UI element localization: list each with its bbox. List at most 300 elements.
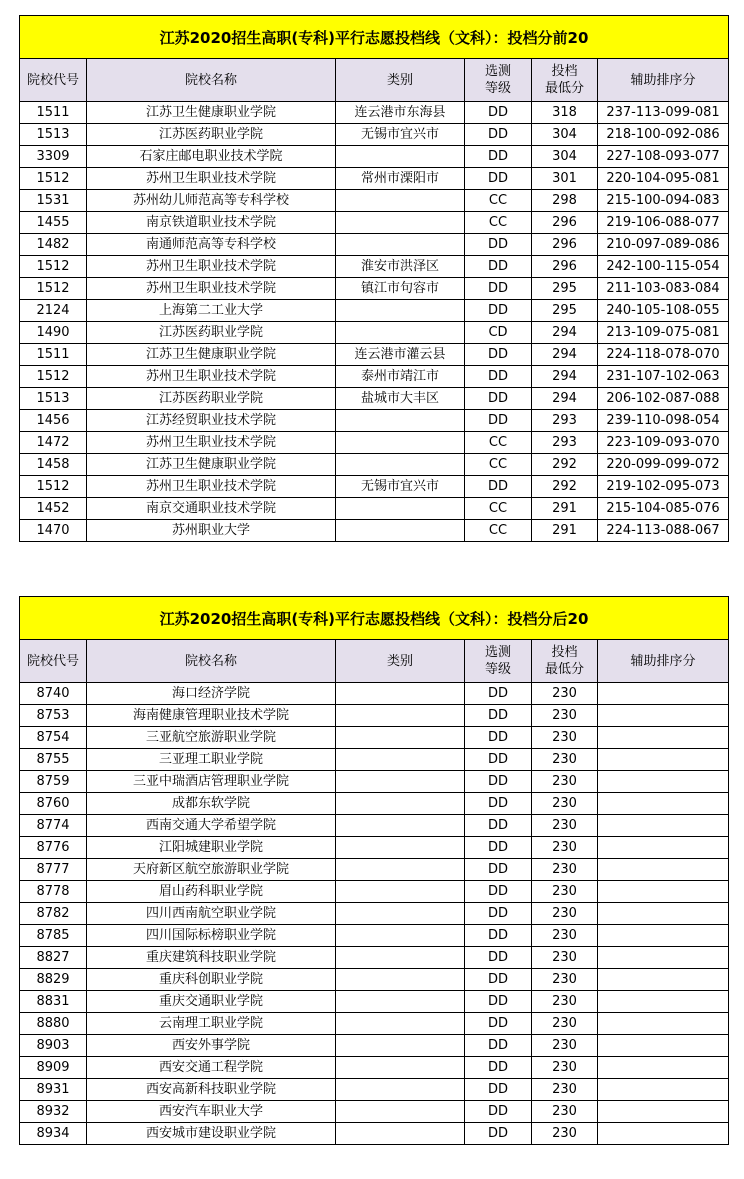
category-cell	[336, 683, 465, 705]
grade-cell: DD	[465, 1035, 532, 1057]
min-score-cell: 230	[532, 1013, 598, 1035]
tiebreak-score-cell	[598, 1035, 729, 1057]
tiebreak-score-cell	[598, 1079, 729, 1101]
min-score-cell: 230	[532, 815, 598, 837]
header-tiebreak-score: 辅助排序分	[598, 640, 729, 683]
school-name-cell: 眉山药科职业学院	[87, 881, 336, 903]
school-name-cell: 西安汽车职业大学	[87, 1101, 336, 1123]
grade-cell: DD	[465, 925, 532, 947]
grade-cell: DD	[465, 256, 532, 278]
table-row	[20, 1013, 729, 1035]
category-cell	[336, 146, 465, 168]
school-name-cell: 上海第二工业大学	[87, 300, 336, 322]
tiebreak-score-cell	[598, 1013, 729, 1035]
tiebreak-score-cell	[598, 683, 729, 705]
school-name-cell: 重庆科创职业学院	[87, 969, 336, 991]
grade-cell: DD	[465, 1101, 532, 1123]
table-row	[20, 1035, 729, 1057]
table-row	[20, 749, 729, 771]
category-cell	[336, 925, 465, 947]
school-code-cell: 1472	[20, 432, 87, 454]
table-row	[20, 388, 729, 410]
tiebreak-score-cell	[598, 793, 729, 815]
category-cell: 连云港市东海县	[336, 102, 465, 124]
category-cell	[336, 1013, 465, 1035]
school-code-cell: 8740	[20, 683, 87, 705]
school-code-cell: 8755	[20, 749, 87, 771]
tiebreak-score-cell	[598, 969, 729, 991]
min-score-cell: 295	[532, 278, 598, 300]
school-name-cell: 海南健康管理职业技术学院	[87, 705, 336, 727]
school-code-cell: 8777	[20, 859, 87, 881]
table-row	[20, 498, 729, 520]
grade-cell: CC	[465, 190, 532, 212]
header-school-name: 院校名称	[87, 59, 336, 102]
tiebreak-score-cell: 242-100-115-054	[598, 256, 729, 278]
min-score-cell: 230	[532, 925, 598, 947]
school-name-cell: 南京铁道职业技术学院	[87, 212, 336, 234]
min-score-cell: 291	[532, 520, 598, 542]
table-row	[20, 476, 729, 498]
school-name-cell: 重庆建筑科技职业学院	[87, 947, 336, 969]
table-row	[20, 124, 729, 146]
grade-cell: DD	[465, 102, 532, 124]
table-row	[20, 947, 729, 969]
category-cell	[336, 749, 465, 771]
tiebreak-score-cell: 239-110-098-054	[598, 410, 729, 432]
tiebreak-score-cell: 240-105-108-055	[598, 300, 729, 322]
school-name-cell: 苏州卫生职业技术学院	[87, 476, 336, 498]
tiebreak-score-cell: 227-108-093-077	[598, 146, 729, 168]
grade-cell: DD	[465, 146, 532, 168]
tiebreak-score-cell: 215-104-085-076	[598, 498, 729, 520]
min-score-cell: 230	[532, 793, 598, 815]
school-code-cell: 8754	[20, 727, 87, 749]
school-name-cell: 石家庄邮电职业技术学院	[87, 146, 336, 168]
table-row	[20, 837, 729, 859]
min-score-cell: 230	[532, 1101, 598, 1123]
table-row	[20, 146, 729, 168]
grade-cell: DD	[465, 168, 532, 190]
min-score-cell: 230	[532, 991, 598, 1013]
school-name-cell: 西南交通大学希望学院	[87, 815, 336, 837]
header-school-code: 院校代号	[20, 640, 87, 683]
grade-cell: CC	[465, 520, 532, 542]
school-name-cell: 江苏医药职业学院	[87, 322, 336, 344]
table-row	[20, 212, 729, 234]
tiebreak-score-cell	[598, 881, 729, 903]
category-cell	[336, 1123, 465, 1145]
school-name-cell: 江苏医药职业学院	[87, 124, 336, 146]
school-code-cell: 1512	[20, 476, 87, 498]
school-name-cell: 重庆交通职业学院	[87, 991, 336, 1013]
category-cell: 无锡市宜兴市	[336, 476, 465, 498]
min-score-cell: 230	[532, 881, 598, 903]
grade-cell: DD	[465, 476, 532, 498]
table-row	[20, 815, 729, 837]
tiebreak-score-cell	[598, 947, 729, 969]
category-cell	[336, 190, 465, 212]
school-code-cell: 1490	[20, 322, 87, 344]
header-row	[20, 640, 729, 683]
school-code-cell: 1513	[20, 388, 87, 410]
min-score-cell: 304	[532, 124, 598, 146]
table-row	[20, 278, 729, 300]
grade-cell: DD	[465, 947, 532, 969]
grade-cell: DD	[465, 771, 532, 793]
category-cell	[336, 410, 465, 432]
school-code-cell: 1512	[20, 256, 87, 278]
table-row	[20, 344, 729, 366]
grade-cell: DD	[465, 727, 532, 749]
school-code-cell: 1531	[20, 190, 87, 212]
school-name-cell: 江苏卫生健康职业学院	[87, 102, 336, 124]
tiebreak-score-cell	[598, 837, 729, 859]
grade-cell: DD	[465, 234, 532, 256]
school-name-cell: 海口经济学院	[87, 683, 336, 705]
school-code-cell: 1455	[20, 212, 87, 234]
school-code-cell: 8827	[20, 947, 87, 969]
school-name-cell: 四川西南航空职业学院	[87, 903, 336, 925]
school-name-cell: 江苏卫生健康职业学院	[87, 344, 336, 366]
category-cell	[336, 815, 465, 837]
grade-cell: CC	[465, 212, 532, 234]
tiebreak-score-cell: 219-106-088-077	[598, 212, 729, 234]
grade-cell: DD	[465, 344, 532, 366]
category-cell	[336, 859, 465, 881]
table-row	[20, 881, 729, 903]
table-row	[20, 727, 729, 749]
school-name-cell: 江苏医药职业学院	[87, 388, 336, 410]
tiebreak-score-cell	[598, 749, 729, 771]
grade-cell: DD	[465, 859, 532, 881]
category-cell	[336, 432, 465, 454]
school-code-cell: 1452	[20, 498, 87, 520]
school-name-cell: 西安外事学院	[87, 1035, 336, 1057]
min-score-cell: 318	[532, 102, 598, 124]
table-row	[20, 520, 729, 542]
category-cell	[336, 234, 465, 256]
grade-cell: DD	[465, 1057, 532, 1079]
score-table-bottom20	[19, 596, 729, 1145]
grade-cell: DD	[465, 749, 532, 771]
grade-cell: DD	[465, 815, 532, 837]
grade-cell: DD	[465, 388, 532, 410]
school-code-cell: 8760	[20, 793, 87, 815]
school-code-cell: 8785	[20, 925, 87, 947]
school-code-cell: 8759	[20, 771, 87, 793]
grade-cell: DD	[465, 793, 532, 815]
school-code-cell: 8782	[20, 903, 87, 925]
category-cell	[336, 520, 465, 542]
school-name-cell: 三亚航空旅游职业学院	[87, 727, 336, 749]
school-name-cell: 江苏经贸职业技术学院	[87, 410, 336, 432]
header-school-code: 院校代号	[20, 59, 87, 102]
grade-cell: DD	[465, 1123, 532, 1145]
school-name-cell: 苏州卫生职业技术学院	[87, 168, 336, 190]
grade-cell: DD	[465, 278, 532, 300]
table-row	[20, 1057, 729, 1079]
tiebreak-score-cell: 215-100-094-083	[598, 190, 729, 212]
table-title: 江苏2020招生高职(专科)平行志愿投档线（文科）：投档分前20	[20, 16, 729, 59]
school-code-cell: 8753	[20, 705, 87, 727]
table-row	[20, 168, 729, 190]
min-score-cell: 294	[532, 322, 598, 344]
school-code-cell: 3309	[20, 146, 87, 168]
grade-cell: DD	[465, 881, 532, 903]
table-row	[20, 1101, 729, 1123]
category-cell	[336, 300, 465, 322]
tiebreak-score-cell: 218-100-092-086	[598, 124, 729, 146]
school-name-cell: 苏州卫生职业技术学院	[87, 278, 336, 300]
category-cell	[336, 903, 465, 925]
school-code-cell: 8776	[20, 837, 87, 859]
table-row	[20, 102, 729, 124]
tiebreak-score-cell: 220-104-095-081	[598, 168, 729, 190]
min-score-cell: 294	[532, 366, 598, 388]
school-code-cell: 1456	[20, 410, 87, 432]
category-cell	[336, 793, 465, 815]
category-cell	[336, 454, 465, 476]
school-code-cell: 1511	[20, 102, 87, 124]
min-score-cell: 230	[532, 947, 598, 969]
min-score-cell: 293	[532, 410, 598, 432]
tiebreak-score-cell: 219-102-095-073	[598, 476, 729, 498]
header-min-score: 投档 最低分	[532, 59, 598, 102]
category-cell: 镇江市句容市	[336, 278, 465, 300]
table-row	[20, 256, 729, 278]
school-name-cell: 三亚中瑞酒店管理职业学院	[87, 771, 336, 793]
table-row	[20, 1123, 729, 1145]
school-name-cell: 江苏卫生健康职业学院	[87, 454, 336, 476]
school-code-cell: 8903	[20, 1035, 87, 1057]
min-score-cell: 298	[532, 190, 598, 212]
min-score-cell: 230	[532, 1035, 598, 1057]
header-tiebreak-score: 辅助排序分	[598, 59, 729, 102]
min-score-cell: 230	[532, 1079, 598, 1101]
grade-cell: DD	[465, 991, 532, 1013]
tiebreak-score-cell: 211-103-083-084	[598, 278, 729, 300]
table-row	[20, 300, 729, 322]
min-score-cell: 230	[532, 683, 598, 705]
school-code-cell: 1470	[20, 520, 87, 542]
grade-cell: DD	[465, 837, 532, 859]
school-name-cell: 云南理工职业学院	[87, 1013, 336, 1035]
school-code-cell: 8880	[20, 1013, 87, 1035]
table-row	[20, 432, 729, 454]
category-cell	[336, 1057, 465, 1079]
tiebreak-score-cell: 220-099-099-072	[598, 454, 729, 476]
tiebreak-score-cell: 213-109-075-081	[598, 322, 729, 344]
grade-cell: DD	[465, 410, 532, 432]
school-name-cell: 西安城市建设职业学院	[87, 1123, 336, 1145]
category-cell	[336, 969, 465, 991]
school-code-cell: 1511	[20, 344, 87, 366]
school-code-cell: 8909	[20, 1057, 87, 1079]
tiebreak-score-cell	[598, 771, 729, 793]
school-name-cell: 四川国际标榜职业学院	[87, 925, 336, 947]
min-score-cell: 291	[532, 498, 598, 520]
table-row	[20, 925, 729, 947]
category-cell	[336, 1035, 465, 1057]
min-score-cell: 292	[532, 454, 598, 476]
grade-cell: CC	[465, 432, 532, 454]
tiebreak-score-cell: 210-097-089-086	[598, 234, 729, 256]
table-body	[20, 102, 729, 542]
min-score-cell: 294	[532, 388, 598, 410]
school-name-cell: 西安交通工程学院	[87, 1057, 336, 1079]
category-cell	[336, 1079, 465, 1101]
school-code-cell: 1513	[20, 124, 87, 146]
min-score-cell: 296	[532, 256, 598, 278]
table-row	[20, 454, 729, 476]
school-name-cell: 苏州卫生职业技术学院	[87, 256, 336, 278]
category-cell	[336, 991, 465, 1013]
category-cell	[336, 1101, 465, 1123]
school-code-cell: 2124	[20, 300, 87, 322]
min-score-cell: 230	[532, 969, 598, 991]
tiebreak-score-cell	[598, 903, 729, 925]
header-grade: 选测 等级	[465, 59, 532, 102]
min-score-cell: 230	[532, 1057, 598, 1079]
tiebreak-score-cell	[598, 1101, 729, 1123]
min-score-cell: 294	[532, 344, 598, 366]
category-cell	[336, 705, 465, 727]
tiebreak-score-cell	[598, 727, 729, 749]
school-code-cell: 1458	[20, 454, 87, 476]
school-name-cell: 三亚理工职业学院	[87, 749, 336, 771]
category-cell	[336, 212, 465, 234]
category-cell	[336, 837, 465, 859]
tiebreak-score-cell: 223-109-093-070	[598, 432, 729, 454]
table-row	[20, 991, 729, 1013]
table-row	[20, 705, 729, 727]
min-score-cell: 295	[532, 300, 598, 322]
score-table-top20	[19, 15, 729, 542]
grade-cell: DD	[465, 1079, 532, 1101]
school-code-cell: 8932	[20, 1101, 87, 1123]
tiebreak-score-cell	[598, 925, 729, 947]
header-school-name: 院校名称	[87, 640, 336, 683]
category-cell: 盐城市大丰区	[336, 388, 465, 410]
grade-cell: CD	[465, 322, 532, 344]
table-row	[20, 771, 729, 793]
table-row	[20, 190, 729, 212]
tiebreak-score-cell: 224-118-078-070	[598, 344, 729, 366]
category-cell	[336, 947, 465, 969]
school-name-cell: 南京交通职业技术学院	[87, 498, 336, 520]
category-cell: 无锡市宜兴市	[336, 124, 465, 146]
header-min-score: 投档 最低分	[532, 640, 598, 683]
grade-cell: DD	[465, 705, 532, 727]
min-score-cell: 230	[532, 727, 598, 749]
school-name-cell: 苏州卫生职业技术学院	[87, 432, 336, 454]
category-cell	[336, 498, 465, 520]
min-score-cell: 230	[532, 705, 598, 727]
grade-cell: CC	[465, 454, 532, 476]
school-code-cell: 1512	[20, 278, 87, 300]
tiebreak-score-cell	[598, 815, 729, 837]
table-row	[20, 410, 729, 432]
tiebreak-score-cell	[598, 991, 729, 1013]
header-category: 类别	[336, 59, 465, 102]
header-row	[20, 59, 729, 102]
header-grade: 选测 等级	[465, 640, 532, 683]
tiebreak-score-cell: 206-102-087-088	[598, 388, 729, 410]
min-score-cell: 293	[532, 432, 598, 454]
grade-cell: CC	[465, 498, 532, 520]
school-code-cell: 8778	[20, 881, 87, 903]
category-cell	[336, 727, 465, 749]
school-code-cell: 1482	[20, 234, 87, 256]
min-score-cell: 304	[532, 146, 598, 168]
school-code-cell: 8829	[20, 969, 87, 991]
table-title: 江苏2020招生高职(专科)平行志愿投档线（文科）：投档分后20	[20, 597, 729, 640]
category-cell: 泰州市靖江市	[336, 366, 465, 388]
school-name-cell: 南通师范高等专科学校	[87, 234, 336, 256]
tiebreak-score-cell	[598, 859, 729, 881]
grade-cell: DD	[465, 969, 532, 991]
tiebreak-score-cell	[598, 705, 729, 727]
school-name-cell: 苏州职业大学	[87, 520, 336, 542]
header-category: 类别	[336, 640, 465, 683]
tiebreak-score-cell	[598, 1123, 729, 1145]
table-row	[20, 366, 729, 388]
min-score-cell: 230	[532, 749, 598, 771]
school-name-cell: 苏州幼儿师范高等专科学校	[87, 190, 336, 212]
grade-cell: DD	[465, 124, 532, 146]
table-row	[20, 969, 729, 991]
grade-cell: DD	[465, 903, 532, 925]
min-score-cell: 230	[532, 1123, 598, 1145]
category-cell	[336, 771, 465, 793]
table-row	[20, 793, 729, 815]
school-name-cell: 苏州卫生职业技术学院	[87, 366, 336, 388]
category-cell	[336, 881, 465, 903]
school-code-cell: 1512	[20, 366, 87, 388]
table-row	[20, 1079, 729, 1101]
tiebreak-score-cell	[598, 1057, 729, 1079]
table-row	[20, 234, 729, 256]
category-cell	[336, 322, 465, 344]
grade-cell: DD	[465, 366, 532, 388]
min-score-cell: 230	[532, 903, 598, 925]
tiebreak-score-cell: 231-107-102-063	[598, 366, 729, 388]
grade-cell: DD	[465, 683, 532, 705]
min-score-cell: 292	[532, 476, 598, 498]
min-score-cell: 301	[532, 168, 598, 190]
min-score-cell: 230	[532, 771, 598, 793]
school-name-cell: 成都东软学院	[87, 793, 336, 815]
table-row	[20, 903, 729, 925]
min-score-cell: 296	[532, 234, 598, 256]
school-name-cell: 西安高新科技职业学院	[87, 1079, 336, 1101]
school-name-cell: 江阳城建职业学院	[87, 837, 336, 859]
table-row	[20, 683, 729, 705]
category-cell: 常州市溧阳市	[336, 168, 465, 190]
grade-cell: DD	[465, 1013, 532, 1035]
school-code-cell: 8831	[20, 991, 87, 1013]
table-row	[20, 322, 729, 344]
min-score-cell: 230	[532, 859, 598, 881]
school-name-cell: 天府新区航空旅游职业学院	[87, 859, 336, 881]
school-code-cell: 8774	[20, 815, 87, 837]
tiebreak-score-cell: 237-113-099-081	[598, 102, 729, 124]
grade-cell: DD	[465, 300, 532, 322]
min-score-cell: 230	[532, 837, 598, 859]
category-cell: 连云港市灌云县	[336, 344, 465, 366]
tiebreak-score-cell: 224-113-088-067	[598, 520, 729, 542]
